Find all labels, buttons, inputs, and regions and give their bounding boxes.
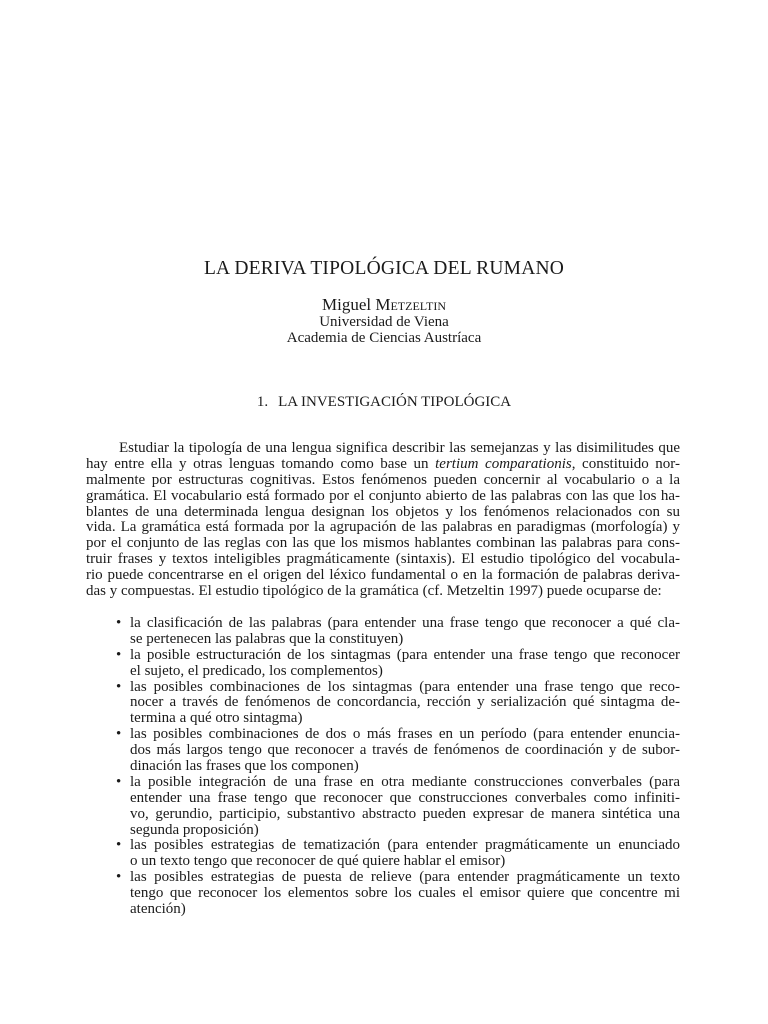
paragraph-line: hay entre ella y otras lenguas tomando como base un tertium comparationis, constituido nor- [86,455,680,472]
body-paragraph [86,441,680,600]
bullet-list [86,616,680,918]
list-item: • la posible estructuración de los sintagmas (para entender una frase tengo que reconocer el sujeto, el predicado, los complementos) [116,646,680,679]
paragraph-line: por el conjunto de las reglas con las que los mismos hablantes combinan las palabras para cons- [86,535,680,552]
list-item: • la clasificación de las palabras (para entender una frase tengo que reconocer a qué cla- se pertenecen las palabras que la constituyen) [116,615,680,647]
bullet-icon: • [116,615,122,631]
bullet-icon: • [116,837,122,854]
paragraph-line: blantes de una determinada lengua designan los objetos y los fenómenos relacionados con su [86,503,680,520]
author-name [0,295,768,315]
paragraph-line: das y compuestas. El estudio tipológico de la gramática (cf. Metzeltin 1997) puede ocuparse de: [86,583,662,600]
italic-term: tertium comparationis [435,455,572,472]
bullet-icon: • [116,869,122,886]
author-first-name: Miguel [321,295,372,314]
list-item: • las posibles combinaciones de los sintagmas (para entender una frase tengo que reco- nocer a través de fenómenos de concordancia, rección y serialización qué sintagma de- termina a qué otro sintagma) [116,678,680,727]
bullet-icon: • [116,726,122,743]
bullet-icon: • [116,678,122,695]
bullet-icon: • [116,773,122,790]
list-item: • las posibles estrategias de tematización (para entender pragmáticamente un enunciado o un texto tengo que reconocer de qué quiere hablar el emisor) [116,837,680,870]
list-item: • la posible integración de una frase en otra mediante construcciones converbales (para entender una frase tengo que reconocer que construcciones converbales como infiniti- vo, gerundio, participio, substantivo abstracto pueden expresar de manera sintética una segunda proposición) [116,773,680,838]
affiliation-university: Universidad de Viena [319,314,449,330]
paragraph-line: malmente por estructuras cognitivas. Estos fenómenos pueden concernir al vocabulario o a la [86,471,680,488]
section-heading [0,394,768,411]
list-item: • las posibles estrategias de puesta de relieve (para entender pragmáticamente un texto tengo que reconocer los elementos sobre los cuales el emisor quiere que concentre mi atención) [116,869,680,918]
author-last-name-smallcaps: etzeltin [390,295,447,314]
paragraph-line: truir frases y textos inteligibles pragmáticamente (sintaxis). El estudio tipológico del vocabula- [86,551,680,568]
affiliation-academy: Academia de Ciencias Austríaca [286,330,482,346]
bullet-icon: • [116,646,122,663]
paragraph-line: rio puede concentrarse en el origen del léxico fundamental o en la formación de palabras deriva- [86,567,680,584]
section-number: 1. [256,394,269,410]
section-title: LA INVESTIGACIÓN TIPOLÓGICA [278,394,512,410]
paragraph-line: gramática. El vocabulario está formado por el conjunto abierto de las palabras con las que los ha- [86,487,680,504]
list-item: • las posibles combinaciones de dos o más frases en un período (para entender enuncia- dos más largos tengo que reconocer a través de fenómenos de coordinación y de subor- dinación las frases que los componen) [116,726,680,775]
paragraph-line: Estudiar la tipología de una lengua significa describir las semejanzas y las disimilitudes que [119,440,680,456]
paragraph-line: vida. La gramática está formada por la agrupación de las palabras en paradigmas (morfología) y [86,519,680,536]
author-last-initial: M [375,295,391,314]
paper-title: LA DERIVA TIPOLÓGICA DEL RUMANO [203,258,565,279]
